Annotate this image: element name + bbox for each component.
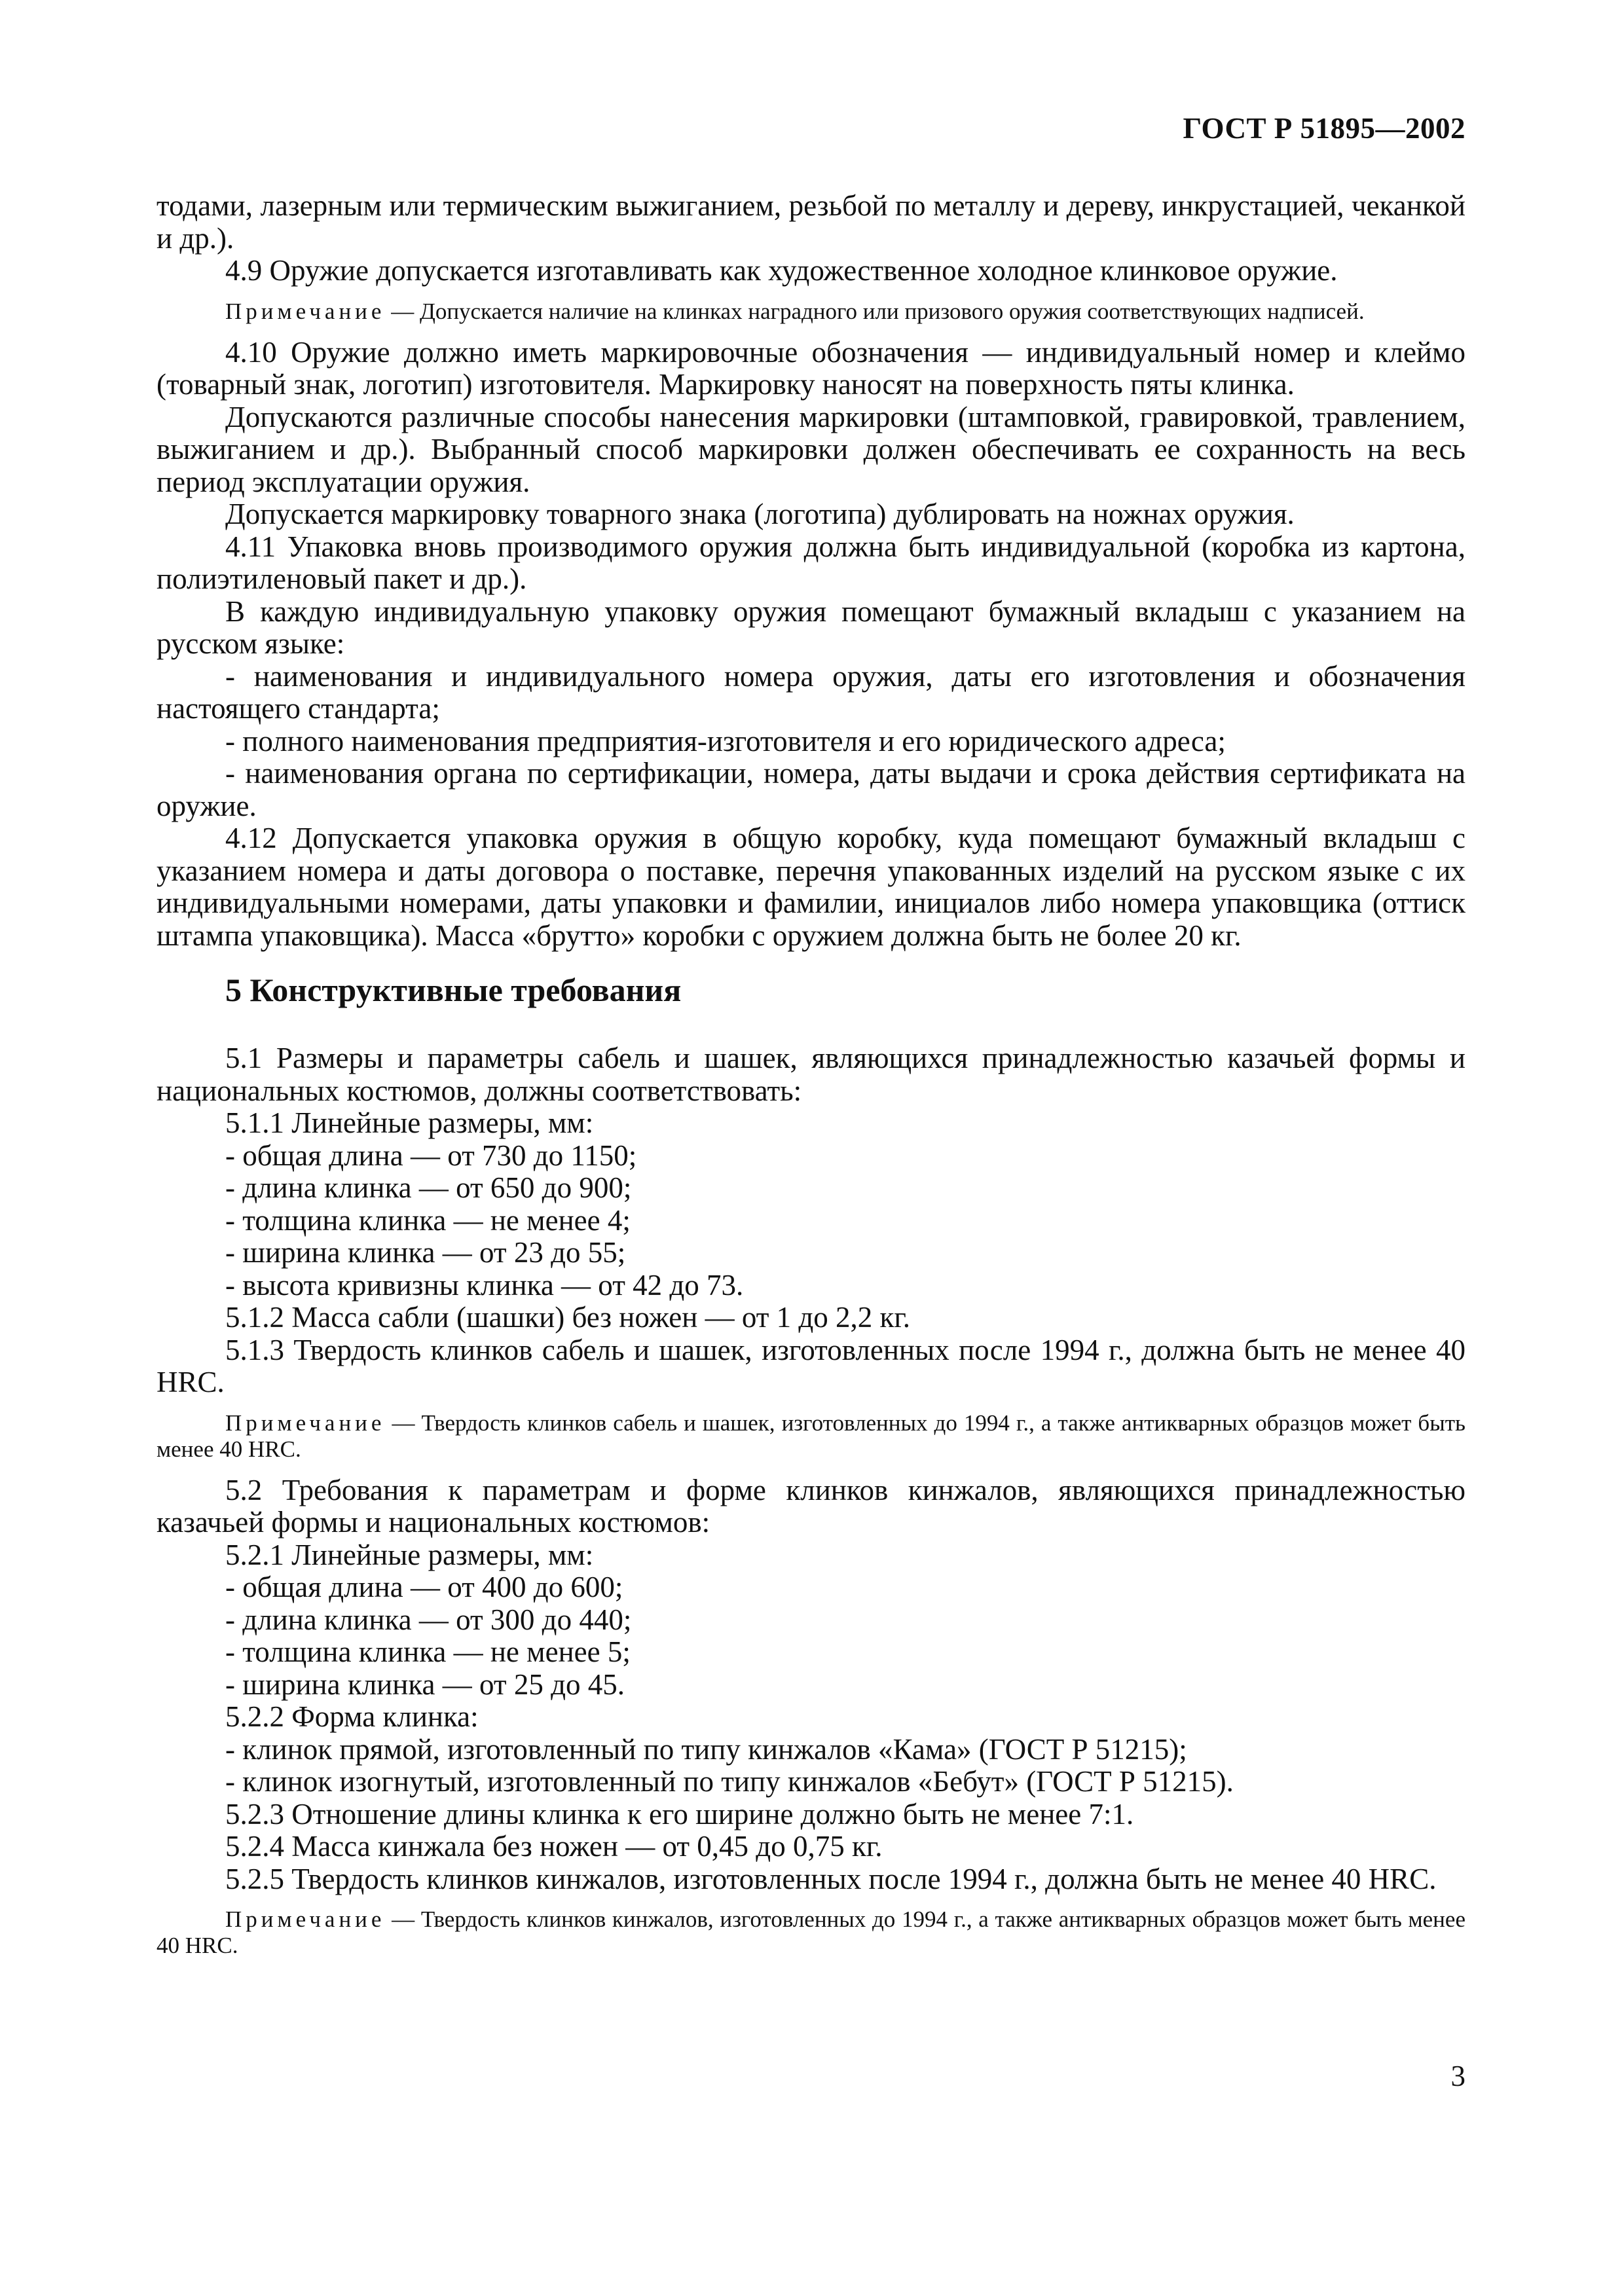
page-body — [157, 190, 1465, 1971]
list-item: - наименования и индивидуального номера оружия, даты его изготовления и обозначения настоящего стандарта; — [157, 659, 1465, 725]
paragraph: В каждую индивидуальную упаковку оружия помещают бумажный вкладыш с указанием на русском языке: — [157, 594, 1465, 660]
list-item: - толщина клинка — не менее 5; — [225, 1635, 631, 1668]
list-item: - полного наименования предприятия-изготовителя и его юридического адреса; — [225, 724, 1226, 757]
note-text: — Твердость клинков сабель и шашек, изготовленных до 1994 г., а также антикварных образцов может быть менее 40 HRC. — [157, 1410, 1465, 1462]
paragraph: тодами, лазерным или термическим выжиганием, резьбой по металлу и дереву, инкрустацией, чеканкой и др.). — [157, 189, 1465, 255]
paragraph-5-1-2: 5.1.2 Масса сабли (шашки) без ножен — от 1 до 2,2 кг. — [225, 1301, 911, 1334]
paragraph-5-2-3: 5.2.3 Отношение длины клинка к его ширине должно быть не менее 7:1. — [225, 1797, 1134, 1831]
paragraph-5-1-1: 5.1.1 Линейные размеры, мм: — [225, 1106, 594, 1139]
list-item: - общая длина — от 730 до 1150; — [225, 1139, 637, 1172]
list-item: - клинок изогнутый, изготовленный по типу кинжалов «Бебут» (ГОСТ Р 51215). — [225, 1765, 1234, 1798]
paragraph-4-11: 4.11 Упаковка вновь производимого оружия должна быть индивидуальной (коробка из картона, полиэтиленовый пакет и др.). — [157, 530, 1465, 595]
note-prefix: Примечание — [225, 1410, 386, 1436]
list-item: - клинок прямой, изготовленный по типу кинжалов «Кама» (ГОСТ Р 51215); — [225, 1732, 1187, 1766]
list-item: - ширина клинка — от 23 до 55; — [225, 1236, 626, 1269]
paragraph-5-1-3: 5.1.3 Твердость клинков сабель и шашек, изготовленных после 1994 г., должна быть не менее 40 HRC. — [157, 1333, 1465, 1398]
paragraph: Допускаются различные способы нанесения маркировки (штамповкой, гравировкой, травлением, выжиганием и др.). Выбранный способ маркировки должен обеспечивать ее сохранность на весь период эксплуатации оружия. — [157, 400, 1465, 498]
paragraph: Допускается маркировку товарного знака (логотипа) дублировать на ножнах оружия. — [225, 498, 1295, 530]
list-item: - общая длина — от 400 до 600; — [225, 1571, 623, 1603]
paragraph-4-10: 4.10 Оружие должно иметь маркировочные обозначения — индивидуальный номер и клеймо (товарный знак, логотип) изготовителя. Маркировку наносят на поверхность пяты клинка. — [157, 335, 1465, 401]
paragraph-4-9: 4.9 Оружие допускается изготавливать как художественное холодное клинковое оружие. — [225, 254, 1338, 287]
paragraph-5-2: 5.2 Требования к параметрам и форме клинков кинжалов, являющихся принадлежностью казачьей формы и национальных костюмов: — [157, 1473, 1465, 1539]
note-3 — [157, 1906, 1465, 1959]
list-item: - толщина клинка — не менее 4; — [225, 1203, 631, 1237]
note-2 — [157, 1410, 1465, 1463]
paragraph-5-2-1: 5.2.1 Линейные размеры, мм: — [225, 1538, 594, 1571]
list-item: - высота кривизны клинка — от 42 до 73. — [225, 1268, 744, 1302]
note-text: — Допускается наличие на клинках наградного или призового оружия соответствующих надписей. — [385, 298, 1365, 324]
list-item: - наименования органа по сертификации, номера, даты выдачи и срока действия сертификата на оружие. — [157, 757, 1465, 822]
standard-code-header: ГОСТ Р 51895—2002 — [1183, 112, 1465, 145]
page-number: 3 — [1450, 2060, 1465, 2092]
paragraph-4-12: 4.12 Допускается упаковка оружия в общую коробку, куда помещают бумажный вкладыш с указанием номера и даты договора о поставке, перечня упакованных изделий на русском языке с их индивидуальными номерами, даты упаковки и фамилии, инициалов либо номера упаковщика (оттиск штампа упаковщика). Масса «брутто» коробки с оружием должна быть не более 20 кг. — [157, 822, 1465, 952]
paragraph-5-2-4: 5.2.4 Масса кинжала без ножен — от 0,45 до 0,75 кг. — [225, 1830, 883, 1863]
list-item: - длина клинка — от 300 до 440; — [225, 1603, 632, 1636]
note-prefix: Примечание — [225, 298, 386, 324]
paragraph-5-1: 5.1 Размеры и параметры сабель и шашек, являющихся принадлежностью казачьей формы и национальных костюмов, должны соответствовать: — [157, 1042, 1465, 1107]
note-1 — [157, 299, 1465, 325]
list-item: - ширина клинка — от 25 до 45. — [225, 1667, 625, 1701]
list-item: - длина клинка — от 650 до 900; — [225, 1171, 632, 1204]
note-text: — Твердость клинков кинжалов, изготовленных до 1994 г., а также антикварных образцов может быть менее 40 HRC. — [157, 1906, 1465, 1958]
note-prefix: Примечание — [225, 1906, 386, 1932]
paragraph-5-2-2: 5.2.2 Форма клинка: — [225, 1700, 479, 1733]
section-heading: 5 Конструктивные требования — [225, 972, 682, 1008]
paragraph-5-2-5: 5.2.5 Твердость клинков кинжалов, изготовленных после 1994 г., должна быть не менее 40 HRC. — [225, 1862, 1437, 1895]
